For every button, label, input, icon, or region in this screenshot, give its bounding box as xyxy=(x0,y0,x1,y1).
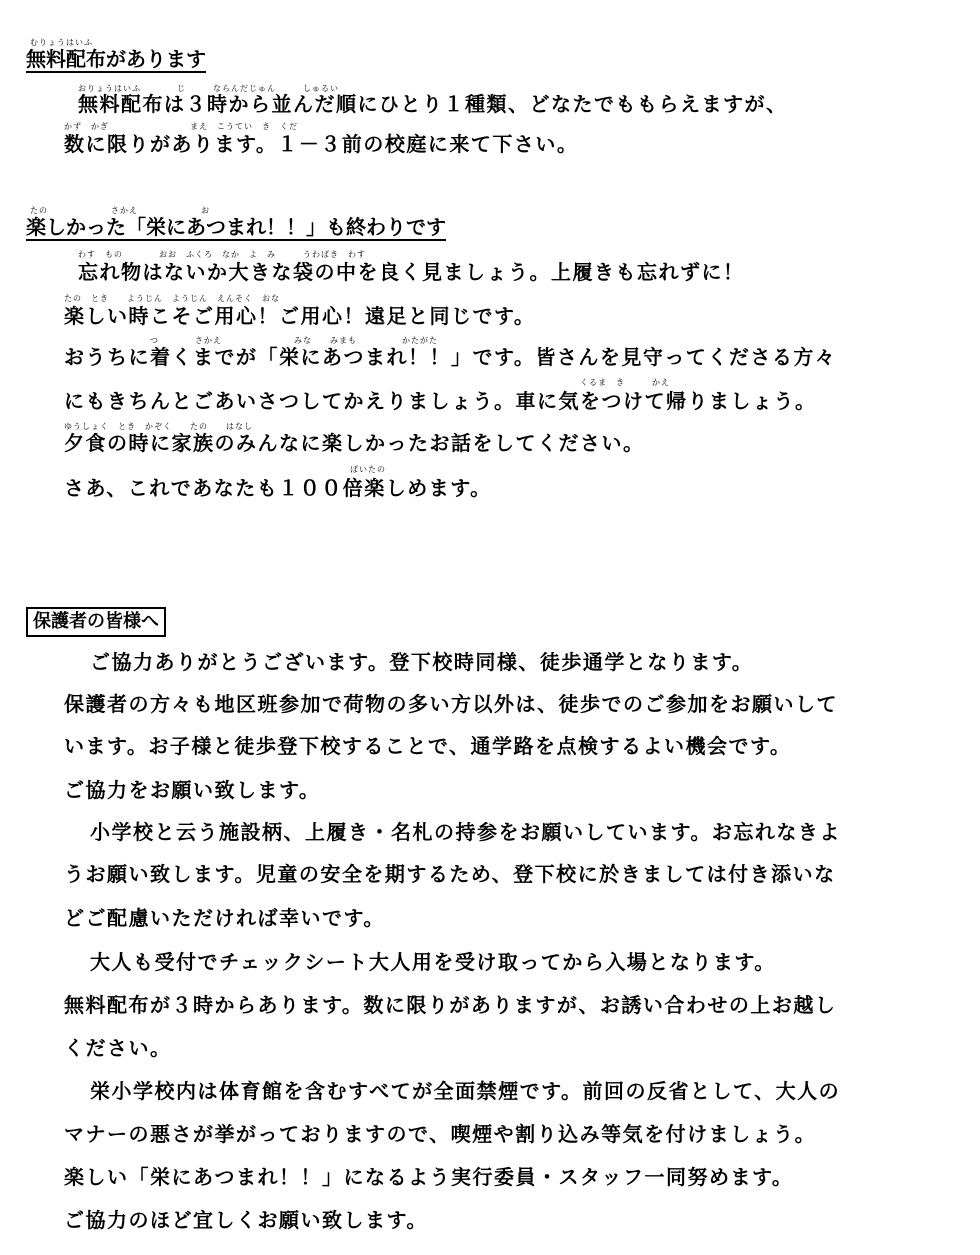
guardians-line: 無料配布が３時からあります。数に限りがありますが、お誘い合わせの上お越し xyxy=(64,993,837,1017)
section2-line5: 夕食の時に家族のみんなに楽しかったお話をしてください。 xyxy=(64,431,645,455)
section2-line5-ruby: ゆうしょく とき かぞく たの はなし xyxy=(64,422,253,431)
section2-line6: さあ、これであなたも１００倍楽しめます。 xyxy=(64,476,492,500)
guardians-line: ご協力のほど宜しくお願い致します。 xyxy=(64,1208,428,1232)
section2-line1: 忘れ物はないか大きな袋の中を良く見ましょう。上履きも忘れずに！ xyxy=(78,260,745,284)
guardians-line: 保護者の方々も地区班参加で荷物の多い方以外は、徒歩でのご参加をお願いして xyxy=(64,692,838,716)
section2-title: 楽しかった「栄にあつまれ！！」も終わりです xyxy=(26,215,446,239)
section2-line1-ruby: わす もの おお ふくろ なか よ み うわばき わす xyxy=(78,250,366,259)
guardians-line: います。お子様と徒歩登下校することで、通学路を点検するよい機会です。 xyxy=(64,734,792,758)
guardians-line: 小学校と云う施設柄、上履き・名札の持参をお願いしています。お忘れなきよ xyxy=(90,820,841,844)
section2-line2-ruby: たの とき ようじん ようじん えんそく おな xyxy=(64,294,280,303)
guardians-line: どご配慮いただければ幸いです。 xyxy=(64,906,385,930)
guardians-line: ご協力をお願い致します。 xyxy=(64,778,321,802)
guardians-line: ください。 xyxy=(64,1036,172,1060)
guardians-line: 栄小学校内は体育館を含むすべてが全面禁煙です。前回の反省として、大人の xyxy=(90,1079,841,1103)
guardians-line: マナーの悪さが挙がっておりますので、喫煙や割り込み等気を付けましょう。 xyxy=(64,1122,817,1146)
guardians-line: 大人も受付でチェックシート大人用を受け取ってから入場となります。 xyxy=(90,950,776,974)
section1-line1: 無料配布は３時から並んだ順にひとり１種類、どなたでももらえますが、 xyxy=(78,92,788,116)
section1-line2: 数に限りがあります。１－３前の校庭に来て下さい。 xyxy=(64,132,579,156)
section1-line2-ruby: かず かぎ まえ こうてい き くだ xyxy=(64,122,298,131)
section2-line3-ruby: つ さかえ みな みまも かたがた xyxy=(150,336,438,345)
section2-line2: 楽しい時こそご用心！ご用心！遠足と同じです。 xyxy=(64,304,536,328)
section2-line3: おうちに着くまでが「栄にあつまれ！！」です。皆さんを見守ってくださる方々 xyxy=(64,345,837,369)
section2-line4-ruby: くるま き かえ xyxy=(580,378,670,387)
guardians-line: 楽しい「栄にあつまれ！！」になるよう実行委員・スタッフ一同努めます。 xyxy=(64,1165,794,1189)
section2-title-ruby: たの さかえ お xyxy=(30,206,210,215)
section1-title: 無料配布があります xyxy=(26,47,206,71)
guardians-line: ご協力ありがとうございます。登下校時同様、徒歩通学となります。 xyxy=(90,650,754,674)
section1-line1-ruby: おりょうはいふ じ ならんだじゅん しゅるい xyxy=(78,84,339,93)
section1-title-ruby: むりょうはいふ xyxy=(30,38,93,47)
guardians-section-title: 保護者の皆様へ xyxy=(26,607,166,637)
section2-line6-ruby: ばいたの xyxy=(350,465,386,474)
guardians-line: うお願い致します。児童の安全を期するため、登下校に於きましては付き添いな xyxy=(64,862,836,886)
section2-line4: にもきちんとごあいさつしてかえりましょう。車に気をつけて帰りましょう。 xyxy=(64,389,817,413)
